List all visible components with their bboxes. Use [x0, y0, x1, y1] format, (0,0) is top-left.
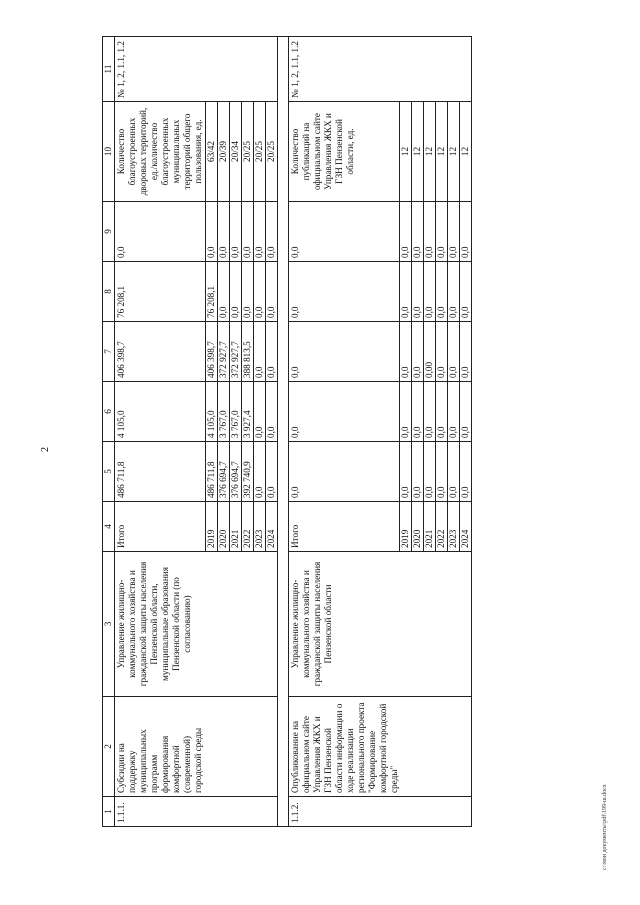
year-value: 0,0: [400, 382, 412, 442]
year-value: 3 927,4: [242, 382, 254, 442]
item-number: 1.1.1.: [115, 797, 278, 827]
indicator-value: 20/39: [218, 102, 230, 202]
total-label: Итого: [115, 502, 206, 552]
section-main-row: [289, 37, 400, 827]
year-value: 0,0: [424, 262, 436, 322]
year-value: 486 711,8: [206, 442, 218, 502]
year-value: 3 767,0: [218, 382, 230, 442]
year-value: 372 927,7: [230, 322, 242, 382]
section-1-1-1: [115, 37, 278, 827]
total-value: 4 105,0: [115, 382, 206, 442]
year-value: 0,0: [400, 442, 412, 502]
item-name: Субсидии на поддержку муниципальных программ формирования комфортной (современной) городской среды: [115, 697, 278, 797]
year-value: 0,0: [230, 202, 242, 262]
year-value: 0,0: [436, 202, 448, 262]
item-number: 1.1.2.: [289, 797, 472, 827]
year-label: 2023: [254, 502, 266, 552]
year-value: 0,0: [412, 262, 424, 322]
year-value: 0,0: [448, 262, 460, 322]
year-value: 0,0: [412, 322, 424, 382]
activities-table: [102, 36, 472, 827]
indicator-value: 12: [436, 102, 448, 202]
year-value: 0,0: [460, 322, 472, 382]
section-gap: [278, 37, 289, 827]
header-cell: 8: [103, 262, 115, 322]
year-value: 0,0: [412, 382, 424, 442]
year-value: 0,0: [242, 262, 254, 322]
indicator-value: 12: [460, 102, 472, 202]
year-value: 0,0: [266, 322, 278, 382]
year-label: 2020: [412, 502, 424, 552]
year-value: 0,0: [400, 202, 412, 262]
year-value: 372 927,7: [218, 322, 230, 382]
indicator-ref: № 1, 2, 1.1, 1.2: [115, 37, 278, 102]
year-value: 0,0: [254, 382, 266, 442]
total-value: 486 711,8: [115, 442, 206, 502]
header-cell: 1: [103, 797, 115, 827]
indicator-value: 20/25: [242, 102, 254, 202]
year-value: 0,0: [424, 382, 436, 442]
header-cell: 9: [103, 202, 115, 262]
year-value: 0,0: [448, 322, 460, 382]
year-value: 0,0: [254, 322, 266, 382]
year-value: 0,0: [436, 442, 448, 502]
year-value: 0,0: [460, 262, 472, 322]
year-value: 0,0: [242, 202, 254, 262]
year-value: 392 740,9: [242, 442, 254, 502]
year-value: 0,0: [412, 202, 424, 262]
year-label: 2021: [424, 502, 436, 552]
item-executor: Управление жилищно-коммунального хозяйства и гражданской защиты населения Пензенской области: [289, 552, 472, 697]
year-value: 3 767,0: [230, 382, 242, 442]
header-row: [103, 37, 115, 827]
header-cell: 6: [103, 382, 115, 442]
year-value: 0,0: [218, 202, 230, 262]
year-value: 0,0: [460, 442, 472, 502]
year-value: 0,0: [460, 382, 472, 442]
indicator-value: 20/25: [254, 102, 266, 202]
year-value: 0,0: [218, 262, 230, 322]
indicator-value: 20/25: [266, 102, 278, 202]
header-cell: 5: [103, 442, 115, 502]
year-value: 0,0: [266, 382, 278, 442]
year-label: 2021: [230, 502, 242, 552]
year-value: 0,0: [266, 262, 278, 322]
year-value: 0,0: [266, 442, 278, 502]
year-label: 2024: [460, 502, 472, 552]
year-value: 0,0: [448, 202, 460, 262]
indicator-name: Количество благоустроенных дворовых территорий, ед./количество благоустроенных муниципальных территорий общего пользования, ед.: [115, 102, 206, 202]
header-cell: 7: [103, 322, 115, 382]
item-name: Опубликование на официальном сайте Управления ЖКХ и ГЗН Пензенской области информации о ходе реализации регионального проекта "Формирование комфортной городской среды": [289, 697, 472, 797]
header-cell: 10: [103, 102, 115, 202]
total-value: 0,0: [289, 322, 400, 382]
year-value: 0,0: [436, 262, 448, 322]
indicator-value: 12: [448, 102, 460, 202]
total-value: 0,0: [289, 202, 400, 262]
header-cell: 2: [103, 697, 115, 797]
header-cell: 3: [103, 552, 115, 697]
year-value: 0,0: [448, 382, 460, 442]
indicator-name: Количество публикаций на официальном сайте Управления ЖКХ и ГЗН Пензенской области, ед.: [289, 102, 400, 202]
year-value: 0,0: [254, 262, 266, 322]
year-label: 2022: [242, 502, 254, 552]
year-value: 0,0: [436, 382, 448, 442]
indicator-value: 20/34: [230, 102, 242, 202]
year-label: 2020: [218, 502, 230, 552]
footer-path: c:\мои документы\pdf\199-ш.docx: [602, 784, 608, 870]
section-main-row: [115, 37, 206, 827]
section-1-1-2: [289, 37, 472, 827]
year-value: 0,0: [424, 202, 436, 262]
indicator-value: 12: [412, 102, 424, 202]
header-cell: 11: [103, 37, 115, 102]
indicator-value: 63/42: [206, 102, 218, 202]
year-value: 376 694,7: [230, 442, 242, 502]
year-value: 0,0: [266, 202, 278, 262]
year-value: 406 398,7: [206, 322, 218, 382]
indicator-value: 12: [400, 102, 412, 202]
year-value: 376 694,7: [218, 442, 230, 502]
year-value: 0,0: [448, 442, 460, 502]
total-value: 406 398,7: [115, 322, 206, 382]
indicator-value: 12: [424, 102, 436, 202]
total-value: 76 208,1: [115, 262, 206, 322]
year-value: 0,0: [254, 442, 266, 502]
year-value: 0,00: [424, 322, 436, 382]
year-value: 0,0: [254, 202, 266, 262]
year-value: 0,0: [400, 262, 412, 322]
year-value: 0,0: [206, 202, 218, 262]
total-label: Итого: [289, 502, 400, 552]
total-value: 0,0: [289, 382, 400, 442]
year-value: 0,0: [400, 322, 412, 382]
year-value: 0,0: [412, 442, 424, 502]
year-label: 2022: [436, 502, 448, 552]
year-label: 2024: [266, 502, 278, 552]
year-label: 2019: [400, 502, 412, 552]
year-value: 0,0: [460, 202, 472, 262]
total-value: 0,0: [289, 442, 400, 502]
total-value: 0,0: [115, 202, 206, 262]
total-value: 0,0: [289, 262, 400, 322]
year-label: 2023: [448, 502, 460, 552]
year-value: 0,0: [424, 442, 436, 502]
rotated-table-frame: [102, 37, 579, 827]
year-value: 388 813,5: [242, 322, 254, 382]
page-number: 2: [40, 447, 51, 452]
year-value: 76 208,1: [206, 262, 218, 322]
item-executor: Управление жилищно-коммунального хозяйства и гражданской защиты населения Пензенской области, муниципальные образования Пензенской области (по согласованию): [115, 552, 278, 697]
year-value: 0,0: [230, 262, 242, 322]
year-value: 0,0: [436, 322, 448, 382]
year-value: 4 105,0: [206, 382, 218, 442]
year-label: 2019: [206, 502, 218, 552]
indicator-ref: № 1, 2, 1.1, 1.2: [289, 37, 472, 102]
header-cell: 4: [103, 502, 115, 552]
